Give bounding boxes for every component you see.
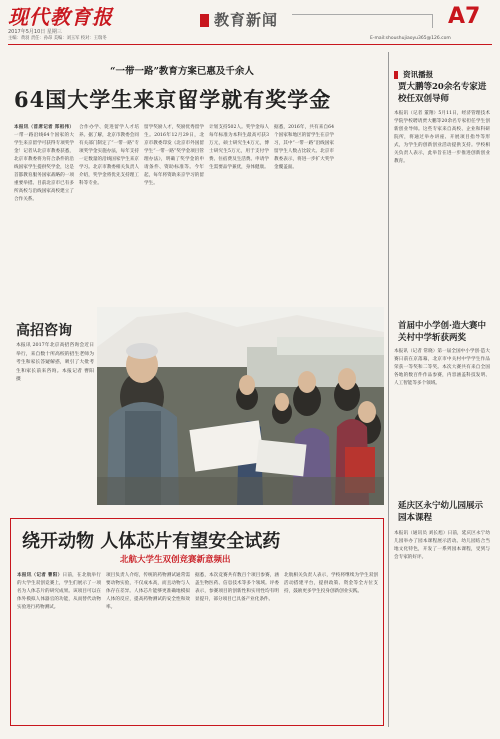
sidebar-header xyxy=(394,64,490,79)
sidebar-headline-1: 贾大鹏等20余名专家进校任双创导师 xyxy=(398,82,487,104)
main-kicker: “一带一路”教育方案已惠及千余人 xyxy=(110,66,254,77)
bottom-col-4: 北航相关负责人表示，学校将继续为学生双创活动搭建平台，提供政策、资金等全方位支持，鼓励更多学生投身创新创业实践。 xyxy=(284,573,378,594)
section-title: 教育新闻 xyxy=(214,11,279,29)
contact-email: E-mail:shoushujiaoyu365@126.com xyxy=(370,36,451,41)
sidebar-bar-icon xyxy=(394,71,398,79)
main-col-4: 计划支持502人。奖学金每人每年标准为本科生最高可获3万元，硕士研究生4万元，博士研究生5万元，用于支付学费、住宿费及生活费。申请学生需要品学兼优，身体健康。 xyxy=(209,125,269,170)
main-headline: 64国大学生来京留学就有奖学金 xyxy=(14,87,332,112)
masthead xyxy=(8,6,148,44)
top-rule xyxy=(8,44,492,45)
sidebar-text-3: 本报讯（通讯员 刘长旭）日前，延庆区永宁幼儿园举办了园本课程展示活动。幼儿园结合当地文化特色，开发了一系列园本课程，受到与会专家的好评。 xyxy=(394,531,490,560)
bottom-headline: 绕开动物 人体芯片有望安全试药 xyxy=(22,531,281,552)
sidebar-text-2: 本报讯（记者 常晓）第一届全国中小学创·造大赛日前在京落幕，北京市中关村中学学生作品荣获一等奖和二等奖。本次大赛共有来自全国各地的数百件作品参赛，内容涵盖科技发明、人工智能等多个领域。 xyxy=(394,349,490,386)
sidebar-headline-2: 首届中小学创·造大赛中关村中学斩获两奖 xyxy=(398,321,486,343)
page-number: A7 xyxy=(448,4,481,29)
bottom-col-3: 据悉，本次竞赛共有数百个项目参赛，涵盖生物医药、信息技术等多个领域。评委表示，参赛项目的创新性和实用性均有明显提升，部分项目已具备产业化条件。 xyxy=(195,573,279,602)
section-bar xyxy=(200,14,209,27)
photo-caption: 本报讯 2017年北京高招咨询会近日举行，来自数十所高校的招生老师为考生和家长答疑解惑，吸引了大批考生和家长前来咨询。本报记者 曹阳 摄 xyxy=(16,343,94,382)
bottom-byline: 本报讯（记者 曹阳） xyxy=(17,573,63,578)
sidebar-header-label: 资讯播报 xyxy=(403,70,434,79)
masthead-staff: 主编：黄羽 责任：孙昂 美编：刘玉军 校对：王瑞冬 xyxy=(8,36,107,41)
main-col-1: 本报讯（首席记者 郑祖伟）一带一路沿线64个国家的大学生来京留学可获得专项奖学金！记者从北京市教委获悉，北京市教委将为符合条件的沿线国家学生提供奖学金，这是首都教育服务国家战略的一项重要举措。目前北京市已有多所高校与沿线国家高校建立了合作关系。 xyxy=(14,125,74,202)
news-photo xyxy=(97,307,384,505)
masthead-logo: 现代教育报 xyxy=(8,5,113,29)
section-header xyxy=(200,8,440,32)
main-col-2: 合作办学、促进留学人才培养。据了解，北京市教委会同有关部门制定了“一带一路”专项奖学金实施办法，每年支持一定数量的沿线国家学生来京学习。北京市教委相关负责人介绍，奖学金将优先支持理工科等专业。 xyxy=(79,125,139,186)
sidebar-text-1: 本报讯（记者 董翔）5月11日，经济管理技术学院学校聘请贾大鹏等20余名专家担任学生创新创业导师。这些专家来自高校、企业和科研院所，将通过举办讲座、开展项目指导等形式，为学生的创新创业活动提供支持。学校相关负责人表示，此举旨在进一步推进创新创业教育。 xyxy=(394,111,490,164)
bottom-subhead: 北航大学生双创竞赛新意频出 xyxy=(120,555,231,565)
bottom-col-1: 本报讯（记者 曹阳）日前，在北航举行的大学生双创竞赛上，学生们展示了一项名为人体芯片的研究成果。该项目可以在体外模拟人体器官的功能，从而替代动物实验进行药物测试。 xyxy=(17,573,101,610)
main-byline: 本报讯（首席记者 郑祖伟） xyxy=(14,125,74,130)
photo-title: 高招咨询 xyxy=(16,323,72,339)
main-col-5: 据悉，2016年，共有来自64个国家和地区的留学生在京学习，其中“一带一路”沿线国家留学生人数占比较大。北京市教委表示，将进一步扩大奖学金覆盖面。 xyxy=(274,125,334,170)
main-col-3: 留学奖励人才，奖励优秀留学生。2016年12月29日，北京市教委印发《北京市外国留学生“一带一路”奖学金项目管理办法》，明确了奖学金的申请条件、资助标准等。今年起，每年将资助来京学习的留学生。 xyxy=(144,125,204,186)
sidebar-divider xyxy=(388,52,389,727)
news-photo-image xyxy=(97,307,384,505)
sidebar-headline-3: 延庆区永宁幼儿园展示园本课程 xyxy=(398,501,484,523)
masthead-date: 2017年5月10日 星期三 xyxy=(8,29,62,35)
bottom-col-2: 项目负责人介绍，传统的药物测试通常需要动物实验，不仅成本高，而且动物与人体存在差异。人体芯片能够更准确地模拟人体的反应，提高药物测试的安全性和效率。 xyxy=(106,573,190,610)
section-bracket xyxy=(292,14,433,28)
